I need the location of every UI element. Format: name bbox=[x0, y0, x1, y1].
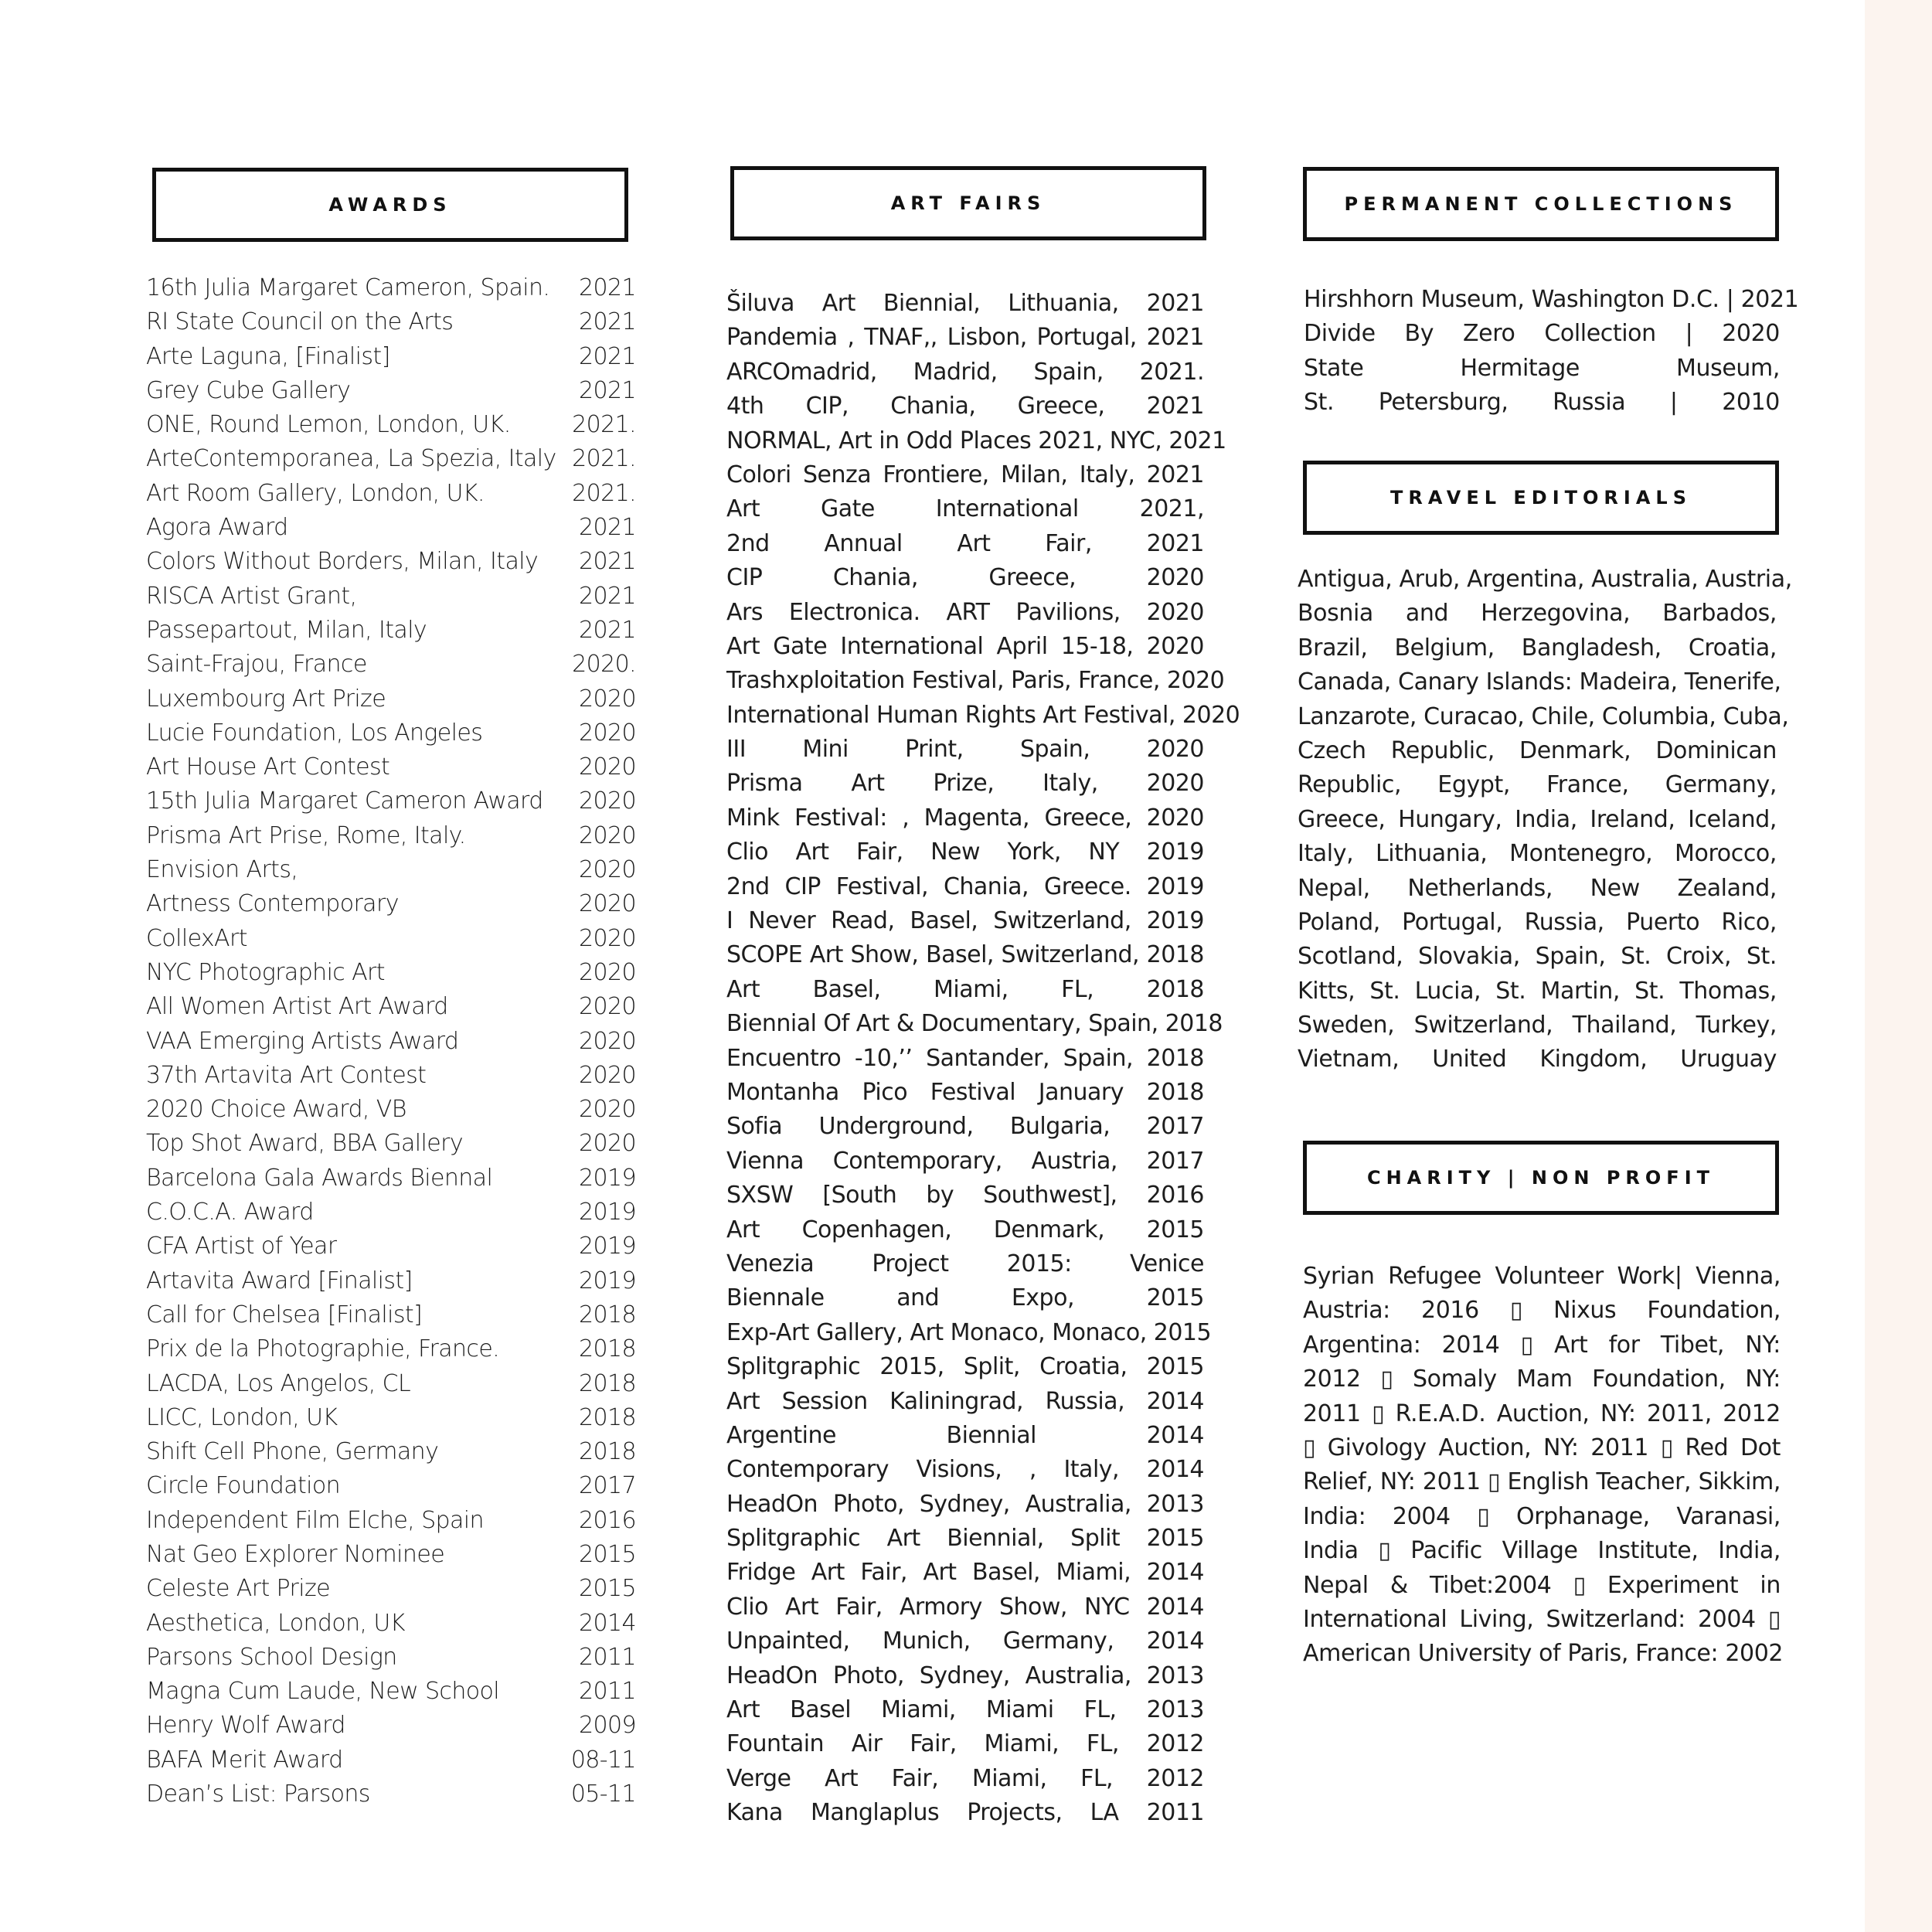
art-fair-item: Biennale and Expo, 2015 bbox=[726, 1284, 1204, 1312]
art-fair-item: Art Gate International 2021, bbox=[726, 495, 1204, 523]
award-year: 2021. bbox=[572, 411, 636, 439]
charity-line: India: 2004 ▯ Orphanage, Varanasi, bbox=[1303, 1502, 1781, 1530]
award-year: 2018 bbox=[579, 1403, 636, 1431]
award-item bbox=[146, 1675, 636, 1709]
charity-line: Nepal & Tibet:2004 ▯ Experiment in bbox=[1303, 1571, 1781, 1599]
award-item bbox=[146, 1230, 636, 1264]
award-item bbox=[146, 1332, 636, 1366]
art-fair-item: HeadOn Photo, Sydney, Australia, 2013 bbox=[726, 1490, 1204, 1518]
charity-line: American University of Paris, France: 2002 bbox=[1303, 1640, 1784, 1668]
travel-line: Italy, Lithuania, Montenegro, Morocco, bbox=[1298, 840, 1777, 868]
travel-line: Republic, Egypt, France, Germany, bbox=[1298, 771, 1777, 799]
award-name: Prix de la Photographie, France. bbox=[146, 1335, 500, 1363]
award-year: 2020 bbox=[579, 890, 636, 918]
award-name: Shift Cell Phone, Germany bbox=[146, 1438, 439, 1466]
art-fair-item: I Never Read, Basel, Switzerland, 2019 bbox=[726, 907, 1204, 935]
award-name: Celeste Art Prize bbox=[146, 1575, 330, 1603]
award-name: Passepartout, Milan, Italy bbox=[146, 616, 427, 644]
art-fair-item: HeadOn Photo, Sydney, Australia, 2013 bbox=[726, 1662, 1204, 1689]
award-year: 2020 bbox=[579, 753, 636, 781]
award-name: Art House Art Contest bbox=[146, 753, 390, 781]
award-year: 2021 bbox=[579, 514, 636, 542]
award-year: 2020 bbox=[579, 1096, 636, 1124]
travel-line: Kitts, St. Lucia, St. Martin, St. Thomas, bbox=[1298, 977, 1777, 1005]
award-year: 2021 bbox=[579, 274, 636, 301]
award-item bbox=[146, 819, 636, 853]
awards-list bbox=[146, 271, 636, 1811]
award-year: 2019 bbox=[579, 1267, 636, 1294]
award-name: Grey Cube Gallery bbox=[146, 376, 351, 404]
award-name: VAA Emerging Artists Award bbox=[146, 1027, 459, 1055]
art-fair-item: Trashxploitation Festival, Paris, France, 2020 bbox=[726, 667, 1225, 695]
charity-line: 2012 ▯ Somaly Mam Foundation, NY: bbox=[1303, 1366, 1781, 1393]
award-year: 2020 bbox=[579, 1027, 636, 1055]
art-fair-item: Unpainted, Munich, Germany, 2014 bbox=[726, 1628, 1204, 1655]
award-year: 2020 bbox=[579, 787, 636, 815]
charity-header: CHARITY | NON PROFIT bbox=[1303, 1141, 1779, 1215]
award-name: BAFA Merit Award bbox=[146, 1746, 343, 1774]
art-fairs-list bbox=[726, 287, 1240, 1831]
award-name: Lucie Foundation, Los Angeles bbox=[146, 719, 483, 747]
award-item bbox=[146, 1538, 636, 1572]
charity-line: 2011 ▯ R.E.A.D. Auction, NY: 2011, 2012 bbox=[1303, 1400, 1781, 1427]
award-year: 2020 bbox=[579, 1061, 636, 1089]
award-name: ArteContemporanea, La Spezia, Italy bbox=[146, 445, 556, 473]
art-fair-item: Art Session Kaliningrad, Russia, 2014 bbox=[726, 1387, 1204, 1415]
collection-item: St. Petersburg, Russia | 2010 bbox=[1304, 389, 1780, 417]
art-fair-item: Contemporary Visions, , Italy, 2014 bbox=[726, 1456, 1204, 1484]
award-item bbox=[146, 990, 636, 1024]
award-name: Independent Film Elche, Spain bbox=[146, 1506, 484, 1534]
award-item bbox=[146, 1025, 636, 1059]
award-item bbox=[146, 1435, 636, 1469]
award-item bbox=[146, 1162, 636, 1196]
award-year: 2020. bbox=[572, 651, 636, 679]
travel-editorials-header: TRAVEL EDITORIALS bbox=[1303, 461, 1779, 535]
award-name: Circle Foundation bbox=[146, 1472, 341, 1500]
award-name: All Women Artist Art Award bbox=[146, 993, 448, 1021]
award-item bbox=[146, 1469, 636, 1503]
travel-line: Sweden, Switzerland, Thailand, Turkey, bbox=[1298, 1012, 1777, 1039]
award-item bbox=[146, 648, 636, 682]
award-item bbox=[146, 271, 636, 305]
award-item bbox=[146, 887, 636, 921]
award-name: Luxembourg Art Prize bbox=[146, 685, 386, 713]
award-item bbox=[146, 614, 636, 648]
art-fairs-header: ART FAIRS bbox=[730, 166, 1206, 240]
award-year: 2015 bbox=[579, 1575, 636, 1603]
award-name: Agora Award bbox=[146, 514, 288, 542]
art-fair-item: Biennial Of Art & Documentary, Spain, 2018 bbox=[726, 1010, 1223, 1038]
award-year: 2021 bbox=[579, 376, 636, 404]
award-name: LACDA, Los Angelos, CL bbox=[146, 1369, 411, 1397]
award-year: 2020 bbox=[579, 719, 636, 747]
art-fair-item: Splitgraphic 2015, Split, Croatia, 2015 bbox=[726, 1353, 1204, 1381]
art-fair-item: Argentine Biennial 2014 bbox=[726, 1421, 1204, 1449]
award-year: 2018 bbox=[579, 1438, 636, 1466]
travel-line: Canada, Canary Islands: Madeira, Tenerife, bbox=[1298, 668, 1781, 696]
award-name: 37th Artavita Art Contest bbox=[146, 1061, 427, 1089]
award-name: RI State Council on the Arts bbox=[146, 308, 454, 336]
travel-line: Scotland, Slovakia, Spain, St. Croix, St. bbox=[1298, 943, 1777, 971]
award-item bbox=[146, 922, 636, 956]
award-item bbox=[146, 956, 636, 990]
charity-text bbox=[1303, 1260, 1784, 1672]
awards-header: AWARDS bbox=[152, 168, 628, 242]
art-fair-item: Verge Art Fair, Miami, FL, 2012 bbox=[726, 1764, 1204, 1792]
permanent-collections-header: PERMANENT COLLECTIONS bbox=[1303, 167, 1779, 241]
travel-line: Poland, Portugal, Russia, Puerto Rico, bbox=[1298, 908, 1777, 936]
award-item bbox=[146, 853, 636, 887]
art-fair-item: Sofia Underground, Bulgaria, 2017 bbox=[726, 1113, 1204, 1141]
award-item bbox=[146, 1298, 636, 1332]
award-item bbox=[146, 682, 636, 716]
award-item bbox=[146, 1504, 636, 1538]
charity-line: Relief, NY: 2011 ▯ English Teacher, Sikkim, bbox=[1303, 1468, 1781, 1496]
award-name: Magna Cum Laude, New School bbox=[146, 1678, 499, 1706]
award-item bbox=[146, 1093, 636, 1127]
art-fair-item: Šiluva Art Biennial, Lithuania, 2021 bbox=[726, 290, 1204, 317]
award-name: Colors Without Borders, Milan, Italy bbox=[146, 548, 539, 576]
award-year: 2019 bbox=[579, 1233, 636, 1260]
award-year: 2020 bbox=[579, 1130, 636, 1158]
award-year: 2016 bbox=[579, 1506, 636, 1534]
award-item bbox=[146, 1264, 636, 1298]
art-fair-item: Art Gate International April 15-18, 2020 bbox=[726, 632, 1204, 660]
collection-item: Divide By Zero Collection | 2020 bbox=[1304, 320, 1780, 348]
award-name: Barcelona Gala Awards Biennal bbox=[146, 1164, 493, 1192]
art-fair-item: Clio Art Fair, New York, NY 2019 bbox=[726, 838, 1204, 866]
award-item bbox=[146, 1641, 636, 1675]
award-name: CFA Artist of Year bbox=[146, 1233, 337, 1260]
art-fair-item: 4th CIP, Chania, Greece, 2021 bbox=[726, 393, 1204, 420]
art-fair-item: 2nd CIP Festival, Chania, Greece. 2019 bbox=[726, 872, 1204, 900]
award-name: Artavita Award [Finalist] bbox=[146, 1267, 413, 1294]
award-item bbox=[146, 716, 636, 750]
award-name: LICC, London, UK bbox=[146, 1403, 338, 1431]
art-fair-item: Mink Festival: , Magenta, Greece, 2020 bbox=[726, 804, 1204, 832]
award-item bbox=[146, 1572, 636, 1606]
award-year: 2014 bbox=[579, 1609, 636, 1637]
art-fair-item: Art Basel, Miami, FL, 2018 bbox=[726, 975, 1204, 1003]
award-name: Call for Chelsea [Finalist] bbox=[146, 1301, 423, 1328]
art-fair-item: Fountain Air Fair, Miami, FL, 2012 bbox=[726, 1730, 1204, 1758]
award-name: Saint-Frajou, France bbox=[146, 651, 367, 679]
art-fair-item: Fridge Art Fair, Art Basel, Miami, 2014 bbox=[726, 1559, 1204, 1587]
award-year: 2011 bbox=[579, 1678, 636, 1706]
award-year: 2020 bbox=[579, 821, 636, 849]
travel-line: Bosnia and Herzegovina, Barbados, bbox=[1298, 600, 1777, 628]
award-item bbox=[146, 1607, 636, 1641]
art-fair-item: International Human Rights Art Festival, 2020 bbox=[726, 701, 1240, 729]
award-item bbox=[146, 1059, 636, 1093]
award-item bbox=[146, 1367, 636, 1401]
award-name: Art Room Gallery, London, UK. bbox=[146, 479, 485, 507]
award-year: 2021 bbox=[579, 308, 636, 336]
award-name: Parsons School Design bbox=[146, 1643, 397, 1671]
award-item bbox=[146, 784, 636, 818]
travel-line: Greece, Hungary, India, Ireland, Iceland, bbox=[1298, 805, 1777, 833]
award-item bbox=[146, 1196, 636, 1230]
art-fair-item: Art Basel Miami, Miami FL, 2013 bbox=[726, 1696, 1204, 1724]
art-fair-item: CIP Chania, Greece, 2020 bbox=[726, 564, 1204, 592]
award-item bbox=[146, 1401, 636, 1435]
travel-line: Antigua, Arub, Argentina, Australia, Austria, bbox=[1298, 566, 1792, 593]
award-name: Aesthetica, London, UK bbox=[146, 1609, 405, 1637]
award-name: RISCA Artist Grant, bbox=[146, 582, 357, 610]
award-year: 2015 bbox=[579, 1540, 636, 1568]
award-year: 08-11 bbox=[570, 1746, 636, 1774]
travel-line: Brazil, Belgium, Bangladesh, Croatia, bbox=[1298, 634, 1777, 662]
award-item bbox=[146, 305, 636, 339]
award-name: NYC Photographic Art bbox=[146, 958, 385, 986]
art-fair-item: NORMAL, Art in Odd Places 2021, NYC, 2021 bbox=[726, 427, 1226, 454]
award-name: Arte Laguna, [Finalist] bbox=[146, 342, 390, 370]
travel-line: Vietnam, United Kingdom, Uruguay bbox=[1298, 1046, 1777, 1073]
award-item bbox=[146, 340, 636, 374]
art-fair-item: 2nd Annual Art Fair, 2021 bbox=[726, 529, 1204, 557]
award-item bbox=[146, 1127, 636, 1161]
award-name: Prisma Art Prise, Rome, Italy. bbox=[146, 821, 466, 849]
award-year: 2011 bbox=[579, 1643, 636, 1671]
art-fair-item: Colori Senza Frontiere, Milan, Italy, 2021 bbox=[726, 461, 1204, 488]
art-fair-item: Ars Electronica. ART Pavilions, 2020 bbox=[726, 598, 1204, 626]
award-name: Envision Arts, bbox=[146, 856, 298, 884]
award-name: C.O.C.A. Award bbox=[146, 1199, 314, 1226]
award-name: ONE, Round Lemon, London, UK. bbox=[146, 411, 511, 439]
art-fair-item: Prisma Art Prize, Italy, 2020 bbox=[726, 770, 1204, 798]
award-year: 2021 bbox=[579, 548, 636, 576]
award-year: 2020 bbox=[579, 856, 636, 884]
award-year: 2009 bbox=[579, 1712, 636, 1740]
award-year: 2019 bbox=[579, 1199, 636, 1226]
award-year: 2020 bbox=[579, 993, 636, 1021]
award-year: 2021. bbox=[572, 445, 636, 473]
award-year: 2020 bbox=[579, 958, 636, 986]
charity-line: India ▯ Pacific Village Institute, India, bbox=[1303, 1537, 1781, 1565]
charity-line: Argentina: 2014 ▯ Art for Tibet, NY: bbox=[1303, 1331, 1781, 1359]
award-year: 2018 bbox=[579, 1301, 636, 1328]
charity-line: Syrian Refugee Volunteer Work| Vienna, bbox=[1303, 1263, 1781, 1290]
award-item bbox=[146, 580, 636, 614]
art-fair-item: Clio Art Fair, Armory Show, NYC 2014 bbox=[726, 1593, 1204, 1621]
award-item bbox=[146, 1777, 636, 1811]
award-year: 2021. bbox=[572, 479, 636, 507]
art-fair-item: Encuentro -10,’’ Santander, Spain, 2018 bbox=[726, 1044, 1204, 1072]
award-year: 2021 bbox=[579, 582, 636, 610]
award-year: 2017 bbox=[579, 1472, 636, 1500]
art-fair-item: SCOPE Art Show, Basel, Switzerland, 2018 bbox=[726, 941, 1204, 969]
award-year: 2021 bbox=[579, 342, 636, 370]
art-fair-item: Vienna Contemporary, Austria, 2017 bbox=[726, 1147, 1204, 1175]
art-fair-item: ARCOmadrid, Madrid, Spain, 2021. bbox=[726, 358, 1204, 386]
art-fair-item: III Mini Print, Spain, 2020 bbox=[726, 736, 1204, 764]
art-fair-item: Pandemia , TNAF,, Lisbon, Portugal, 2021 bbox=[726, 324, 1204, 352]
art-fair-item: Art Copenhagen, Denmark, 2015 bbox=[726, 1216, 1204, 1243]
award-item bbox=[146, 408, 636, 442]
charity-line: International Living, Switzerland: 2004 ▯ bbox=[1303, 1605, 1781, 1633]
award-year: 2018 bbox=[579, 1369, 636, 1397]
award-name: Nat Geo Explorer Nominee bbox=[146, 1540, 445, 1568]
charity-line: ▯ Givology Auction, NY: 2011 ▯ Red Dot bbox=[1303, 1434, 1781, 1461]
art-fair-item: Splitgraphic Art Biennial, Split 2015 bbox=[726, 1525, 1204, 1553]
award-year: 2021 bbox=[579, 616, 636, 644]
award-name: 2020 Choice Award, VB bbox=[146, 1096, 406, 1124]
award-year: 05-11 bbox=[570, 1781, 636, 1808]
art-fair-item: Kana Manglaplus Projects, LA 2011 bbox=[726, 1799, 1204, 1827]
award-item bbox=[146, 442, 636, 476]
award-item bbox=[146, 1709, 636, 1743]
award-item bbox=[146, 1743, 636, 1777]
art-fair-item: Venezia Project 2015: Venice bbox=[726, 1250, 1204, 1277]
travel-line: Lanzarote, Curacao, Chile, Columbia, Cuba, bbox=[1298, 702, 1789, 730]
travel-line: Czech Republic, Denmark, Dominican bbox=[1298, 736, 1777, 764]
award-year: 2020 bbox=[579, 924, 636, 952]
art-fair-item: SXSW [South by Southwest], 2016 bbox=[726, 1182, 1204, 1209]
page-edge-strip bbox=[1865, 0, 1932, 1932]
award-item bbox=[146, 545, 636, 579]
travel-editorials-text bbox=[1298, 563, 1792, 1077]
permanent-collections-list bbox=[1304, 283, 1799, 420]
art-fair-item: Exp-Art Gallery, Art Monaco, Monaco, 2015 bbox=[726, 1318, 1212, 1346]
award-year: 2020 bbox=[579, 685, 636, 713]
award-year: 2019 bbox=[579, 1164, 636, 1192]
award-item bbox=[146, 511, 636, 545]
charity-line: Austria: 2016 ▯ Nixus Foundation, bbox=[1303, 1297, 1781, 1325]
award-name: Dean’s List: Parsons bbox=[146, 1781, 370, 1808]
collection-item: Hirshhorn Museum, Washington D.C. | 2021 bbox=[1304, 286, 1799, 313]
award-name: Top Shot Award, BBA Gallery bbox=[146, 1130, 464, 1158]
travel-line: Nepal, Netherlands, New Zealand, bbox=[1298, 874, 1777, 902]
art-fair-item: Montanha Pico Festival January 2018 bbox=[726, 1078, 1204, 1106]
award-name: Artness Contemporary bbox=[146, 890, 399, 918]
award-name: 16th Julia Margaret Cameron, Spain. bbox=[146, 274, 550, 301]
award-item bbox=[146, 477, 636, 511]
award-item bbox=[146, 374, 636, 408]
award-name: 15th Julia Margaret Cameron Award bbox=[146, 787, 543, 815]
award-item bbox=[146, 750, 636, 784]
award-name: Henry Wolf Award bbox=[146, 1712, 345, 1740]
collection-item: State Hermitage Museum, bbox=[1304, 354, 1780, 382]
award-name: CollexArt bbox=[146, 924, 247, 952]
award-year: 2018 bbox=[579, 1335, 636, 1363]
